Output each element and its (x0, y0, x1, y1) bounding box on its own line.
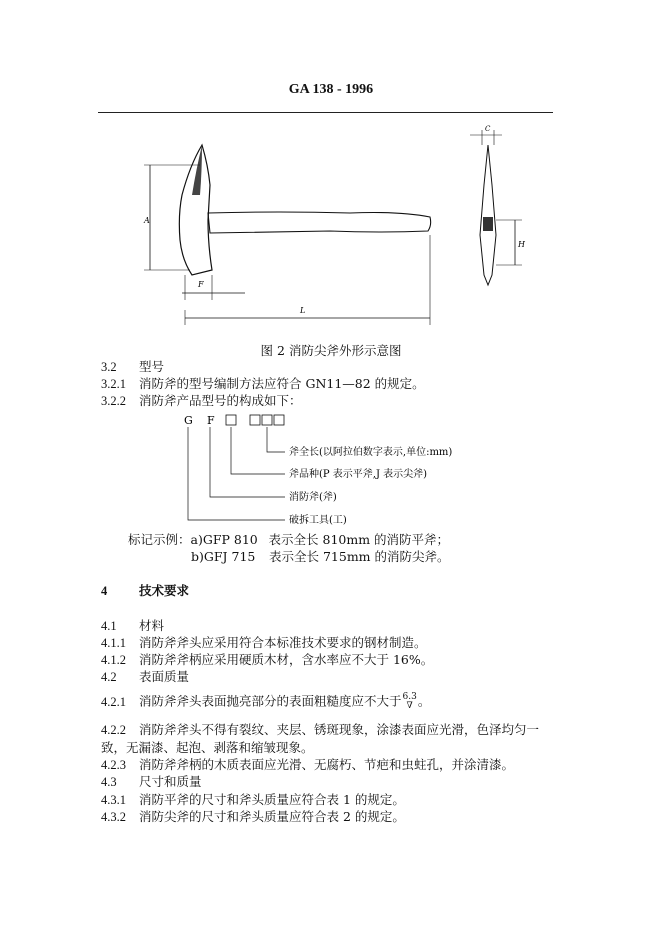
model-line-1: 斧全长(以阿拉伯数字表示,单位:mm) (289, 447, 453, 458)
clause-3-2-1: 3.2.1 消防斧的型号编制方法应符合 GN11—82 的规定。 (101, 376, 425, 391)
model-designation-diagram (180, 410, 520, 528)
axe-figure (130, 125, 550, 335)
example-row-b: b)GFJ 715 表示全长 715mm 的消防尖斧。 (191, 549, 450, 564)
dim-label-H: H (518, 240, 525, 249)
section-4-1: 4.1 材料 (101, 618, 165, 633)
clause-4-2-3: 4.2.3 消防斧斧柄的木质表面应光滑、无腐朽、节疤和虫蛀孔，并涂清漆。 (101, 757, 515, 772)
clause-3-2-2: 3.2.2 消防斧产品型号的构成如下： (101, 393, 302, 408)
clause-4-1-1: 4.1.1 消防斧斧头应采用符合本标准技术要求的钢材制造。 (101, 635, 427, 650)
axe-handle (208, 212, 431, 233)
clause-4-2-2-cont: 致，无漏漆、起泡、剥落和缩皱现象。 (101, 740, 314, 755)
axe-side-view (480, 145, 496, 285)
letter-f: F (207, 414, 215, 427)
clause-4-3-2: 4.3.2 消防尖斧的尺寸和斧头质量应符合表 2 的规定。 (101, 809, 405, 824)
letter-g: G (184, 414, 193, 427)
axe-head-outline (179, 145, 212, 275)
clause-4-2-2: 4.2.2 消防斧斧头不得有裂纹、夹层、锈斑现象，涂漆表面应光滑，色泽均匀一 (101, 722, 540, 737)
clause-4-3-1: 4.3.1 消防平斧的尺寸和斧头质量应符合表 1 的规定。 (101, 792, 405, 807)
header-rule (98, 112, 553, 113)
model-line-4: 破拆工具(工) (289, 515, 347, 526)
roughness-symbol: 6.3 ∇ (402, 692, 417, 711)
section-4: 4 技术要求 (101, 583, 190, 598)
axe-head-shade (192, 145, 202, 195)
clause-4-2-1: 4.2.1 消防斧斧头表面抛亮部分的表面粗糙度应不大于6.3 ∇ 。 (101, 692, 431, 711)
section-number: 3.2 (101, 360, 117, 374)
section-title: 型号 (139, 359, 165, 374)
figure-caption: 图 2 消防尖斧外形示意图 (260, 343, 402, 358)
section-4-2: 4.2 表面质量 (101, 669, 190, 684)
section-4-3: 4.3 尺寸和质量 (101, 774, 202, 789)
example-row-a: 标记示例：a)GFP 810 表示全长 810mm 的消防平斧； (128, 532, 450, 547)
model-line-3: 消防斧(斧) (289, 492, 337, 503)
model-line-2: 斧品种(P 表示平斧,J 表示尖斧) (289, 469, 428, 480)
dim-label-F: F (198, 280, 204, 289)
example-label: 标记示例： (128, 532, 191, 547)
dim-label-A: A (144, 216, 150, 225)
dim-label-C: C (485, 125, 491, 133)
page-header: GA 138 - 1996 (288, 82, 374, 97)
clause-4-1-2: 4.1.2 消防斧斧柄应采用硬质木材，含水率应不大于 16%。 (101, 652, 434, 667)
dim-label-L: L (300, 306, 306, 315)
section-3-2 (101, 359, 164, 375)
